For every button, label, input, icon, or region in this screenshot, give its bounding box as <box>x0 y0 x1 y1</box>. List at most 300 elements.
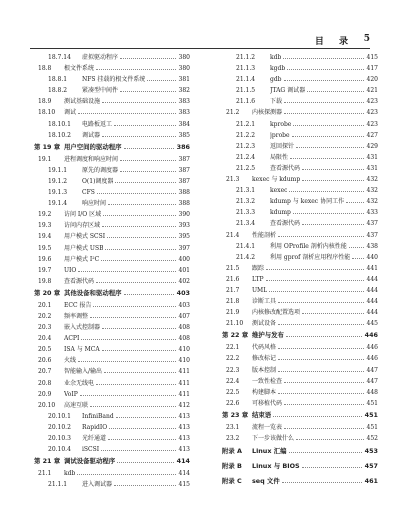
toc-entry-number: 21.1 <box>38 470 52 478</box>
toc-entry-title: 测试设备 <box>252 320 277 328</box>
toc-entry-title: 用户模式 I²C <box>64 255 100 263</box>
toc-entry-title: 进入调试器 <box>82 481 113 489</box>
toc-entry-page: 444 <box>366 296 378 307</box>
toc-entry-page: 453 <box>364 444 378 459</box>
toc-entry-number: 23.2 <box>226 435 240 442</box>
toc-entry-number: 21.4.1 <box>236 242 256 250</box>
toc-entry-page: 429 <box>366 141 378 152</box>
toc-entry-page: 402 <box>178 276 190 287</box>
toc-entry-number: 19.2 <box>38 211 52 219</box>
toc-entry-page: 414 <box>178 468 190 479</box>
toc-entry-title: kdump <box>270 209 291 217</box>
toc-leader-dots <box>276 294 366 305</box>
toc-leader-dots <box>114 409 178 420</box>
toc-entry-title: gdb <box>270 76 282 84</box>
toc-entry-title: 构建脚本 <box>252 388 277 396</box>
toc-entry-number: 20.6 <box>38 357 52 365</box>
toc-entry-title: UML <box>252 286 268 294</box>
toc-entry-number: 21.3.3 <box>236 209 256 217</box>
toc-entry-number: 第 20 章 <box>34 288 61 297</box>
toc-entry-title: 可移植代码 <box>252 399 283 407</box>
toc-entry-number: 20.5 <box>38 346 52 354</box>
toc-entry-title: 流程一览表 <box>252 423 283 431</box>
toc-entry-title: 维护与发布 <box>252 331 284 340</box>
toc-leader-dots <box>79 331 178 342</box>
toc-entry-title: kgdb <box>270 65 286 73</box>
toc-entry-page: 382 <box>178 85 190 96</box>
toc-entry-title: CFS <box>82 189 95 197</box>
toc-entry-title: 嵌入式控制器 <box>64 324 101 332</box>
toc-leader-dots <box>267 283 366 294</box>
toc-leader-dots <box>118 83 178 94</box>
toc-leader-dots <box>282 94 366 105</box>
toc-entry-page: 397 <box>178 243 190 254</box>
toc-leader-dots <box>276 363 366 374</box>
toc-entry-page: 431 <box>366 163 378 174</box>
toc-entry-title: Linux 汇编 <box>252 447 287 456</box>
toc-entry-number: 21.1.4 <box>236 76 256 84</box>
toc-leader-dots <box>145 72 178 83</box>
toc-entry-page: 432 <box>366 196 378 207</box>
toc-entry-number: 21.7 <box>226 286 240 294</box>
toc-entry-title: 进程调度和响应时间 <box>64 155 119 163</box>
header-title: 目 录 <box>314 37 354 47</box>
toc-leader-dots <box>264 261 366 272</box>
toc-entry-page: 410 <box>178 344 190 355</box>
toc-leader-dots <box>103 241 178 252</box>
toc-entry-page: 446 <box>366 353 378 364</box>
toc-leader-dots <box>94 61 178 72</box>
header-page-number: 5 <box>363 34 370 44</box>
toc-leader-dots <box>100 128 178 139</box>
toc-entry-number: 21.2.4 <box>236 153 256 161</box>
toc-leader-dots <box>287 183 366 194</box>
toc-entry-page: 440 <box>366 252 378 263</box>
toc-entry-number: 21.3 <box>226 176 240 184</box>
toc-entry-page: 413 <box>178 433 190 444</box>
toc-entry-number: 19.3 <box>38 222 52 230</box>
toc-entry-page: 446 <box>366 342 378 353</box>
toc-entry-number: 第 21 章 <box>34 457 61 466</box>
toc-entry-title: 修改标记 <box>252 355 277 363</box>
toc-entry-page: 393 <box>178 220 190 231</box>
toc-entry-page: 413 <box>178 411 190 422</box>
toc-entry-page: 386 <box>176 141 190 154</box>
toc-leader-dots <box>291 117 366 128</box>
toc-entry-page: 427 <box>366 130 378 141</box>
toc-entry-title: seq 文件 <box>252 477 280 486</box>
toc-entry-number: 19.1.3 <box>48 189 68 197</box>
toc-entry-number: 21.1.5 <box>236 87 256 95</box>
toc-entry-page: 407 <box>178 311 190 322</box>
toc-entry-title: Linux 与 BIOS <box>252 462 300 471</box>
toc-entry-page: 395 <box>178 231 190 242</box>
toc-entry-number: 22.3 <box>226 366 240 374</box>
toc-entry-page: 461 <box>364 474 378 489</box>
toc-leader-dots <box>76 353 178 364</box>
toc-leader-dots <box>288 150 366 161</box>
toc-entry-number: 20.3 <box>38 324 52 332</box>
toc-entry-title: 局限性 <box>270 153 289 161</box>
toc-leader-dots <box>280 472 364 487</box>
toc-entry-number: 18.10.1 <box>48 120 71 128</box>
toc-leader-dots <box>76 105 178 116</box>
toc-entry-page: 451 <box>366 422 378 433</box>
toc-leader-dots <box>99 252 178 263</box>
toc-leader-dots <box>282 420 366 431</box>
toc-entry-number: 19.7 <box>38 266 52 274</box>
toc-entry-page: 383 <box>178 107 190 118</box>
toc-leader-dots <box>282 105 366 116</box>
toc-leader-dots <box>282 396 366 407</box>
toc-entry-number: 20.10 <box>38 401 56 409</box>
toc-entry-title: jprobe <box>270 131 290 139</box>
toc-entry-title: VoIP <box>64 390 78 398</box>
toc-entry-page: 437 <box>366 218 378 229</box>
toc-leader-dots <box>112 117 178 128</box>
toc-entry-page: 413 <box>178 422 190 433</box>
toc-entry-page: 423 <box>366 96 378 107</box>
toc-entry-page: 411 <box>178 366 190 377</box>
toc-entry-title: 性能剖析 <box>252 231 277 239</box>
toc-entry-title: 版本控制 <box>252 366 277 374</box>
toc-entry-title: 查看源代码 <box>270 164 301 172</box>
toc-entry-number: 20.9 <box>38 390 52 398</box>
toc-entry-page: 423 <box>366 107 378 118</box>
toc-entry-page: 444 <box>366 307 378 318</box>
toc-entry-page: 457 <box>364 459 378 474</box>
toc-entry-page: 380 <box>178 52 190 63</box>
toc-entry-number: 20.7 <box>38 368 52 376</box>
toc-leader-dots <box>294 431 366 442</box>
header-rule <box>30 48 370 49</box>
toc-entry-number: 21.9 <box>226 309 240 317</box>
toc-left-column <box>34 52 190 490</box>
toc-entry-title: 高速互联 <box>64 401 89 409</box>
toc-entry-title: 下一步该做什么 <box>252 435 295 442</box>
toc-entry-number: 21.2.3 <box>236 142 256 150</box>
toc-entry-page: 412 <box>178 400 190 411</box>
toc-entry-title: 频率调整 <box>64 312 89 320</box>
toc-leader-dots <box>287 442 364 457</box>
toc-entry-page: 438 <box>366 241 378 252</box>
toc-entry-page: 447 <box>366 376 378 387</box>
toc-leader-dots <box>264 272 366 283</box>
toc-entry-page: 415 <box>366 52 378 63</box>
toc-entry-number: 21.3.4 <box>236 220 256 228</box>
toc-leader-dots <box>271 407 364 420</box>
toc-leader-dots <box>344 194 366 205</box>
toc-leader-dots <box>284 327 364 340</box>
toc-entry-title: 内核探测器 <box>252 109 283 117</box>
toc-leader-dots <box>100 342 178 353</box>
toc-entry-title: 响应时间 <box>82 200 107 208</box>
toc-entry-number: 第 23 章 <box>222 410 249 419</box>
toc-leader-dots <box>118 152 178 163</box>
toc-entry-number: 18.8.1 <box>48 76 68 84</box>
toc-leader-dots <box>122 139 176 152</box>
toc-entry-page: 413 <box>178 444 190 455</box>
toc-entry-title: 利用 OProfile 剖析内核性能 <box>270 242 347 250</box>
toc-entry-title: UIO <box>64 266 77 274</box>
toc-entry-page: 447 <box>366 365 378 376</box>
toc-leader-dots <box>282 72 366 83</box>
toc-entry-page: 384 <box>178 119 190 130</box>
toc-entry-number: 20.10.3 <box>48 435 71 442</box>
toc-entry-page: 432 <box>366 174 378 185</box>
toc-leader-dots <box>88 398 178 409</box>
toc-entry-number: 21.8 <box>226 298 240 306</box>
toc-entry-number: 20.1 <box>38 301 52 309</box>
toc-entry-number: 19.6 <box>38 255 52 263</box>
toc-leader-dots <box>91 298 178 309</box>
toc-entry-page: 423 <box>366 119 378 130</box>
toc-leader-dots <box>122 285 176 298</box>
toc-entry-title: NFS 挂载的根文件系统 <box>82 76 146 84</box>
toc-entry-number: 21.6 <box>226 275 240 283</box>
toc-entry-title: 智能输入/输出 <box>64 368 103 376</box>
toc-entry-page: 381 <box>178 74 190 85</box>
toc-entry-number: 18.7.14 <box>48 54 71 61</box>
toc-entry-title: kdb <box>64 470 76 478</box>
toc-leader-dots <box>276 385 366 396</box>
toc-entry-number: 21.2 <box>226 109 240 117</box>
toc-entry-page: 451 <box>366 398 378 409</box>
toc-leader-dots <box>94 376 178 387</box>
toc-entry-title: 诊断工具 <box>252 298 277 306</box>
toc-entry-title: ISA 与 MCA <box>64 346 100 354</box>
toc-entry-title: kexec 与 kdump <box>252 176 301 184</box>
toc-entry-page: 445 <box>366 318 378 329</box>
toc-entry-number: 19.5 <box>38 244 52 252</box>
toc-leader-dots <box>101 207 178 218</box>
toc-entry-number: 21.3.2 <box>236 198 256 206</box>
toc-leader-dots <box>300 161 366 172</box>
toc-entry-page: 411 <box>178 378 190 389</box>
toc-entry-page: 444 <box>366 285 378 296</box>
toc-entry-title: 用户模式 SCSI <box>64 233 106 241</box>
toc-entry-title: 原先的调度器 <box>82 166 119 174</box>
toc-entry-page: 448 <box>366 387 378 398</box>
toc-leader-dots <box>305 83 366 94</box>
toc-entry-page: 410 <box>178 355 190 366</box>
toc-entry-number: 18.9 <box>38 98 52 106</box>
toc-entry-page: 400 <box>178 254 190 265</box>
toc-entry-number: 20.4 <box>38 335 52 343</box>
toc-entry-title: 查看源代码 <box>270 220 301 228</box>
toc-leader-dots <box>300 172 366 183</box>
toc-leader-dots <box>276 228 366 239</box>
toc-entry-page: 452 <box>366 433 378 444</box>
toc-entry-title: 其他设备和驱动程序 <box>64 288 122 297</box>
toc-leader-dots <box>291 205 366 216</box>
toc-leader-dots <box>300 216 366 227</box>
toc-entry-title: 调试设备驱动程序 <box>64 457 116 466</box>
toc-entry-number: 第 22 章 <box>222 331 249 340</box>
toc-leader-dots <box>112 477 178 488</box>
toc-entry-title: 内核修改配置选项 <box>252 309 301 317</box>
toc-entry-page: 446 <box>364 329 378 342</box>
toc-entry-title: RapidIO <box>82 423 108 431</box>
toc-entry-page: 433 <box>366 207 378 218</box>
toc-entry-number: 22.6 <box>226 399 240 407</box>
toc-leader-dots <box>276 340 366 351</box>
toc-entry-title: 虚拟驱动程序 <box>82 54 119 61</box>
toc-leader-dots <box>95 185 178 196</box>
toc-entry-title: kprobe <box>270 120 292 128</box>
toc-entry-number: 21.1.6 <box>236 98 256 106</box>
toc-entry-title: 电路板返工 <box>82 120 113 128</box>
toc-leader-dots <box>118 163 178 174</box>
toc-entry-title: kdump 与 kexec 协同工作 <box>270 198 345 206</box>
toc-entry-page: 411 <box>178 389 190 400</box>
toc-entry-number: 21.3.1 <box>236 187 256 195</box>
toc-leader-dots <box>105 229 178 240</box>
toc-leader-dots <box>102 364 178 375</box>
toc-entry-number: 22.5 <box>226 388 240 396</box>
toc-entry-page: 388 <box>178 187 190 198</box>
toc-entry-number: 附录 B <box>222 462 242 471</box>
toc-leader-dots <box>100 218 178 229</box>
toc-entry-page: 408 <box>178 322 190 333</box>
toc-entry-page: 401 <box>178 265 190 276</box>
toc-entry-title: 紧凑型中间件 <box>82 87 119 95</box>
toc-leader-dots <box>300 457 364 472</box>
toc-leader-dots <box>100 320 178 331</box>
toc-entry-title: 用户空间的驱动程序 <box>64 142 122 151</box>
toc-entry-title: 结束语 <box>252 410 272 419</box>
toc-entry-title: 调试器 <box>82 131 101 139</box>
toc-entry-title: 业余无线电 <box>64 379 95 387</box>
toc-entry-number: 20.10.4 <box>48 446 71 454</box>
toc-entry-title: JTAG 调试器 <box>270 87 306 95</box>
toc-leader-dots <box>100 94 178 105</box>
toc-leader-dots <box>347 239 366 250</box>
toc-leader-dots <box>285 61 366 72</box>
toc-leader-dots <box>281 50 366 61</box>
toc-leader-dots <box>118 50 178 61</box>
toc-entry-number: 第 19 章 <box>34 142 61 151</box>
toc-entry-title: 光纤通道 <box>82 435 107 442</box>
toc-entry-page: 417 <box>366 63 378 74</box>
toc-leader-dots <box>75 466 178 477</box>
toc-entry-title: InfiniBand <box>82 412 114 420</box>
toc-entry-number: 21.2.2 <box>236 131 256 139</box>
toc-entry-number: 21.4 <box>226 231 240 239</box>
toc-leader-dots <box>76 263 178 274</box>
toc-entry-number: 22.2 <box>226 355 240 363</box>
toc-entry-number: 18.10 <box>38 109 56 117</box>
toc-leader-dots <box>276 351 366 362</box>
toc-entry-number: 19.1 <box>38 155 52 163</box>
toc-entry-number: 20.2 <box>38 312 52 320</box>
toc-entry-title: LTP <box>252 275 264 283</box>
toc-entry <box>222 474 378 489</box>
toc-entry-number: 18.8 <box>38 65 52 73</box>
toc-entry-title: 下载 <box>270 98 283 106</box>
toc-entry-number: 附录 C <box>222 477 242 486</box>
toc-entry-page: 431 <box>366 152 378 163</box>
toc-entry-number: 18.8.2 <box>48 87 68 95</box>
toc-entry-number: 19.4 <box>38 233 52 241</box>
toc-entry-title: 测试基础设施 <box>64 98 101 106</box>
toc-entry-page: 387 <box>178 154 190 165</box>
toc-leader-dots <box>106 196 178 207</box>
toc-entry-page: 444 <box>366 274 378 285</box>
toc-entry-number: 21.1.3 <box>236 65 256 73</box>
toc-entry-page: 385 <box>178 130 190 141</box>
toc-right-column <box>222 52 378 489</box>
toc-leader-dots <box>300 305 366 316</box>
toc-entry-title: ECC 报告 <box>64 301 92 309</box>
toc-entry-page: 390 <box>178 209 190 220</box>
toc-entry-title: kexec <box>270 187 288 195</box>
toc-leader-dots <box>106 431 178 442</box>
toc-leader-dots <box>113 174 178 185</box>
toc-entry-number: 22.4 <box>226 377 240 385</box>
toc-leader-dots <box>115 453 176 466</box>
toc-entry-title: 一致性检查 <box>252 377 283 385</box>
toc-entry-number: 20.10.2 <box>48 423 71 431</box>
toc-entry-page: 383 <box>178 96 190 107</box>
toc-entry-title: 根文件系统 <box>64 65 95 73</box>
toc-leader-dots <box>99 442 178 453</box>
toc-leader-dots <box>290 128 366 139</box>
toc-entry <box>34 479 190 490</box>
toc-leader-dots <box>88 309 178 320</box>
page-header <box>0 34 400 46</box>
toc-entry-number: 21.5 <box>226 264 240 272</box>
toc-leader-dots <box>350 250 366 261</box>
toc-entry-number: 19.1.1 <box>48 166 68 174</box>
toc-entry-page: 380 <box>178 63 190 74</box>
toc-entry-title: iSCSI <box>82 446 100 454</box>
toc-entry-title: 用户模式 USB <box>64 244 104 252</box>
toc-entry-page: 387 <box>178 165 190 176</box>
toc-leader-dots <box>294 139 366 150</box>
toc-entry-page: 432 <box>366 185 378 196</box>
toc-entry-number: 21.1.1 <box>48 481 68 489</box>
toc-entry-number: 23.1 <box>226 423 240 431</box>
toc-leader-dots <box>94 274 178 285</box>
toc-entry-title: 访问 I/O 区域 <box>64 211 102 219</box>
toc-entry-title: 返回探针 <box>270 142 295 150</box>
toc-entry-number: 21.1.2 <box>236 54 256 61</box>
toc-entry-number: 19.8 <box>38 277 52 285</box>
toc-entry-number: 附录 A <box>222 447 242 456</box>
toc-entry-title: 火线 <box>64 357 77 365</box>
toc-entry-number: 19.1.4 <box>48 200 68 208</box>
toc-leader-dots <box>107 420 178 431</box>
toc-entry-page: 403 <box>176 287 190 300</box>
toc-entry-number: 19.1.2 <box>48 177 68 185</box>
toc-entry-page: 408 <box>178 333 190 344</box>
toc-entry-number: 21.4.2 <box>236 253 256 261</box>
toc-entry-title: kdb <box>270 54 282 61</box>
toc-entry-page: 387 <box>178 176 190 187</box>
toc-entry-page: 421 <box>366 85 378 96</box>
toc-entry-title: 调试 <box>64 109 77 117</box>
toc-entry-number: 18.10.2 <box>48 131 71 139</box>
toc-entry-page: 420 <box>366 74 378 85</box>
toc-entry-title: 跟踪 <box>252 264 265 272</box>
toc-leader-dots <box>282 374 366 385</box>
toc-entry-title: 访问内存区域 <box>64 222 101 230</box>
toc-entry-page: 441 <box>366 263 378 274</box>
toc-entry-page: 414 <box>176 455 190 468</box>
toc-entry-title: 代码风格 <box>252 344 277 352</box>
toc-entry-page: 403 <box>178 300 190 311</box>
